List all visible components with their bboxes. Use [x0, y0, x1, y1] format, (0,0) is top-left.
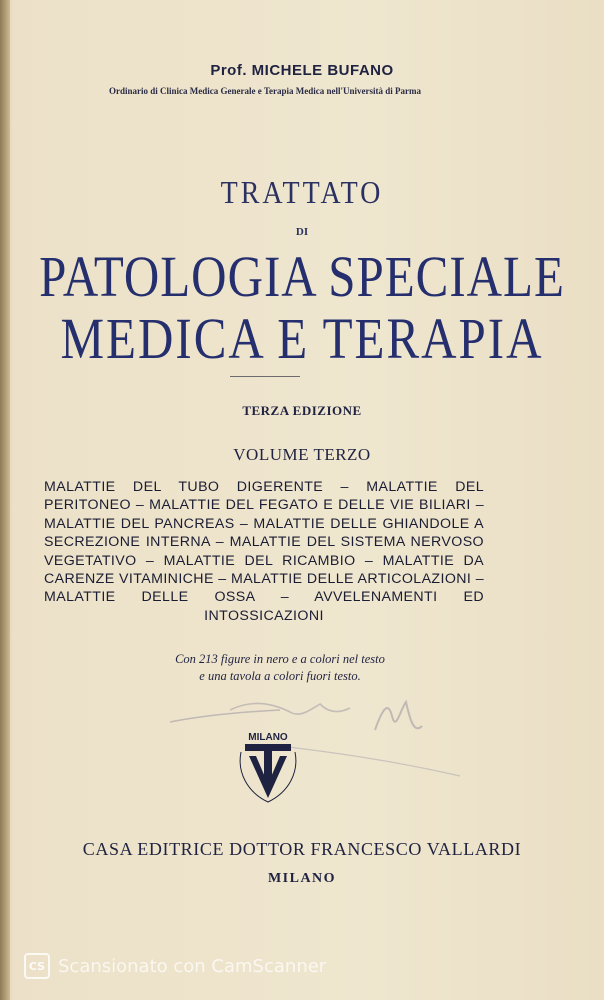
camscanner-text: Scansionato con CamScanner: [58, 955, 327, 977]
publisher-name: CASA EDITRICE DOTTOR FRANCESCO VALLARDI: [82, 839, 522, 859]
handwritten-signature: [160, 690, 480, 780]
figures-note-line1: Con 213 figure in nero e a colori nel testo: [175, 652, 385, 666]
author-name: Prof. MICHELE BUFANO: [210, 62, 394, 79]
main-title-line1: PATOLOGIA SPECIALE: [39, 244, 565, 309]
main-title-line2: MEDICA E TERAPIA: [60, 306, 544, 371]
camscanner-logo-icon: CS: [24, 953, 50, 979]
logo-city: MILANO: [248, 732, 288, 743]
author-affiliation: Ordinario di Clinica Medica Generale e Terapia Medica nell'Università di Parma: [109, 86, 421, 96]
figures-note-line2: e una tavola a colori fuori testo.: [199, 669, 361, 683]
title-pre: TRATTATO: [220, 175, 384, 212]
figures-note: [60, 651, 500, 685]
publisher-city: MILANO: [267, 871, 337, 886]
volume-label: VOLUME TERZO: [233, 445, 371, 464]
volume-contents: MALATTIE DEL TUBO DIGERENTE – MALATTIE DEL PERITONEO – MALATTIE DEL FEGATO E DELLE VIE BILIARI – MALATTIE DEL PANCREAS – MALATTIE DELLE GHIANDOLE A SECREZIONE INTERNA – MALATTIE DEL SISTEMA NERVOSO VEGETATIVO – MALATTIE DEL RICAMBIO – MALATTIE DA CARENZE VITAMINICHE – MALATTIE DELLE ARTICOLAZIONI – MALATTIE DELLE OSSA – AVVELENAMENTI ED INTOSSICAZIONI: [44, 479, 484, 624]
title-connector: DI: [295, 226, 309, 238]
edition-label: TERZA EDIZIONE: [242, 403, 362, 418]
camscanner-watermark: [24, 951, 326, 981]
title-divider: [230, 376, 300, 377]
publisher-logo: [233, 728, 303, 808]
